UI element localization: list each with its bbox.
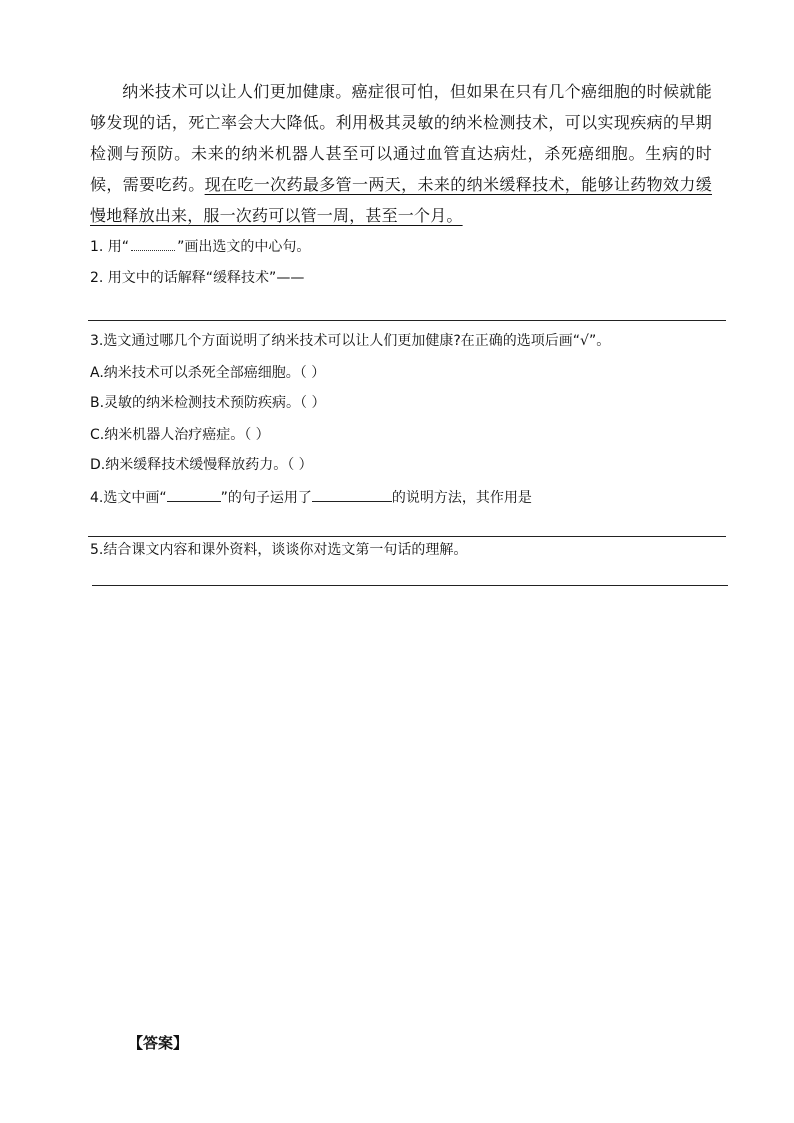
q1-prefix: 1. 用“ xyxy=(90,239,130,255)
q4-method-blank[interactable] xyxy=(312,487,392,502)
q3-option-b: B.灵敏的纳米检测技术预防疾病。（ ） xyxy=(90,395,326,411)
question-2: 2. 用文中的话解释“缓释技术”—— xyxy=(90,270,305,286)
q3-option-d: D.纳米缓释技术缓慢释放药力。（ ） xyxy=(90,457,313,473)
passage-intro: 纳米技术可以让人们更加健康。癌症很可怕，但如果在只有几个癌细胞的时候就能够发现的话，死亡率会大大降低。利用极其灵敏的纳米检测技术，可以实现疾病的早期检测与预防。未来的纳米机器人甚至可以通过血管直达病灶，杀死癌细胞。生病的时候，需要吃药。 xyxy=(90,82,712,194)
q1-suffix: ”画出选文的中心句。 xyxy=(177,239,311,255)
question-5: 5.结合课文内容和课外资料，谈谈你对选文第一句话的理解。 xyxy=(90,542,468,558)
question-1 xyxy=(90,236,310,257)
reading-passage xyxy=(90,76,712,231)
q3-option-c: C.纳米机器人治疗癌症。（ ） xyxy=(90,427,270,443)
question-4 xyxy=(90,487,532,508)
answer-line-q2[interactable] xyxy=(88,320,726,321)
q3-option-a: A.纳米技术可以杀死全部癌细胞。（ ） xyxy=(90,365,326,381)
passage-underlined-sentence: 现在吃一次药最多管一两天，未来的纳米缓释技术，能够让药物效力缓慢地释放出来，服一次药可以管一周，甚至一个月。 xyxy=(90,175,712,225)
q4-part-b: ”的句子运用了 xyxy=(220,490,312,506)
answer-label: 【答案】 xyxy=(128,1034,189,1052)
q4-mark-blank[interactable] xyxy=(167,487,221,502)
question-3: 3.选文通过哪几个方面说明了纳米技术可以让人们更加健康?在正确的选项后画“√”。 xyxy=(90,333,611,349)
q4-part-c: 的说明方法，其作用是 xyxy=(391,490,532,506)
answer-line-q4[interactable] xyxy=(88,536,726,537)
wavy-line-mark xyxy=(131,236,175,251)
q4-part-a: 4.选文中画“ xyxy=(90,490,167,506)
answer-line-q5[interactable] xyxy=(92,585,728,586)
